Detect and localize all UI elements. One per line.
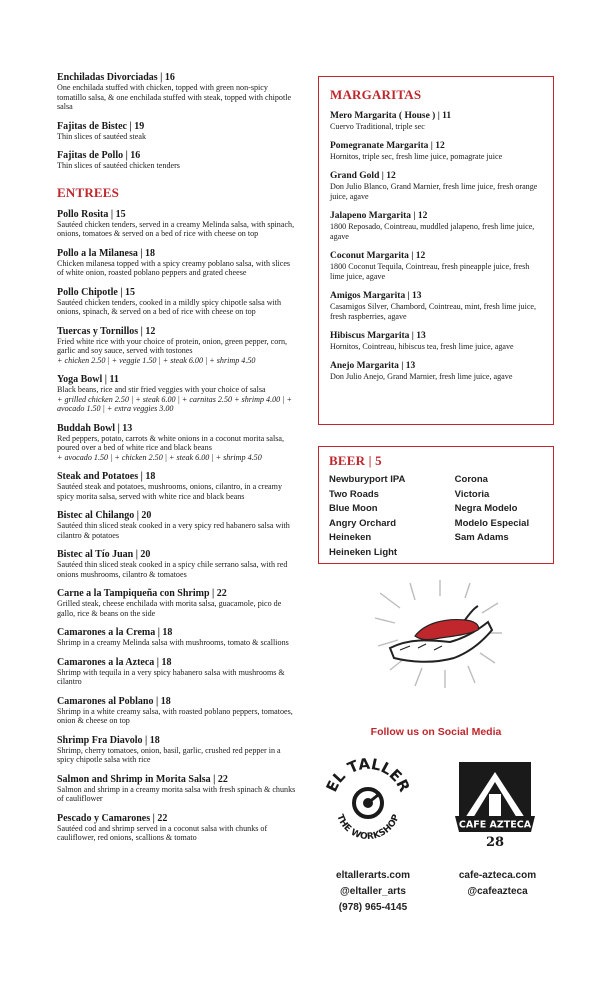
margarita-item-name: Amigos Margarita | 13 <box>330 291 422 301</box>
menu-item-description: Thin slices of sautéed chicken tenders <box>57 161 180 170</box>
entree-item <box>57 657 297 687</box>
margarita-item-description: Hornitos, triple sec, fresh lime juice, pomagrate juice <box>330 152 503 161</box>
entree-item <box>57 813 297 843</box>
entree-item <box>57 627 297 648</box>
entree-item-description: Grilled steak, cheese enchilada with morita salsa, guacamole, pico de gallo, rice & beans on the side <box>57 599 282 618</box>
entree-item-description: Salmon and shrimp in a creamy morita salsa with fresh spinach & chunks of cauliflower <box>57 784 296 803</box>
beer-item: Corona <box>454 474 488 485</box>
entree-item-description: Sautéed steak and potatoes, mushrooms, onions, cilantro, in a creamy spicy morita salsa, served with white rice and black beans <box>57 482 282 501</box>
entree-item-name: Tuercas y Tornillos | 12 <box>57 325 156 337</box>
entree-item-description: Shrimp with tequila in a very spicy habanero salsa with mushrooms & cilantro <box>57 667 285 686</box>
margarita-item-description: Casamigos Silver, Chambord, Cointreau, mint, fresh lime juice, fresh raspberries, agave <box>330 302 537 321</box>
menu-item-description: Thin slices of sautéed steak <box>57 131 147 141</box>
el-taller-contact <box>318 868 428 916</box>
cafe-azteca-logo <box>455 760 535 850</box>
entree-item-description: Chicken milanesa topped with a spicy creamy poblano salsa, with slices of white onion, roasted poblano peppers and grated cheese <box>57 258 291 277</box>
entree-item-name: Bistec al Chilango | 20 <box>57 510 152 521</box>
margarita-list <box>330 111 542 382</box>
entree-item-description: Sautéed chicken tenders, served in a creamy Melinda salsa, with spinach, onions, tomatoes & served on a bed of rice with cheese on top <box>57 219 295 238</box>
margarita-item <box>330 141 542 162</box>
menu-item-description: One enchilada stuffed with chicken, topped with green non-spicy tomatillo salsa, & one enchilada stuffed with steak, topped with chipotle salsa <box>57 83 292 111</box>
cafe-azteca-logo-text: CAFE AZTECA <box>458 819 532 831</box>
beer-item: Heineken Light <box>329 546 398 558</box>
entree-item-name: Pescado y Camarones | 22 <box>57 812 168 824</box>
el-taller-logo <box>320 755 416 851</box>
cafe-azteca-logo-number: 28 <box>485 835 505 850</box>
entree-item-name: Camarones a la Azteca | 18 <box>57 656 172 668</box>
beer-title: BEER | 5 <box>329 453 382 468</box>
entree-item-description: Shrimp, cherry tomatoes, onion, basil, garlic, crushed red pepper in a spicy chipotle salsa with rice <box>57 745 281 764</box>
margarita-item-description: Don Julio Anejo, Grand Marnier, fresh lime juice, agave <box>330 372 513 381</box>
entree-item-addons: + chicken 2.50 | + veggie 1.50 | + steak 6.00 | + shrimp 4.50 <box>57 355 256 365</box>
menu-item-name: Fajitas de Pollo | 16 <box>57 150 141 161</box>
margarita-item <box>330 251 542 282</box>
entree-item-name: Bistec al Tío Juan | 20 <box>57 549 151 560</box>
top-items <box>57 72 297 171</box>
entree-item-name: Pollo Chipotle | 15 <box>57 286 136 298</box>
cafe-azteca-contact <box>445 868 550 900</box>
entree-item-name: Shrimp Fra Diavolo | 18 <box>57 734 160 746</box>
entree-item <box>57 326 297 366</box>
margarita-item-name: Coconut Margarita | 12 <box>330 251 426 261</box>
beer-column-1 <box>329 473 455 560</box>
entree-item-description: Shrimp in a creamy Melinda salsa with mushrooms, tomato & scallions <box>57 638 289 647</box>
entree-item-description: Red peppers, potato, carrots & white onions in a coconut morita salsa, poured over a bed of white rice and black beans <box>57 433 285 452</box>
cafe-azteca-handle[interactable]: @cafeazteca <box>467 886 528 897</box>
margarita-item <box>330 171 542 202</box>
entree-item-name: Buddah Bowl | 13 <box>57 422 133 434</box>
entree-item <box>57 374 297 414</box>
entree-item <box>57 549 297 579</box>
margarita-item-description: 1800 Coconut Tequila, Cointreau, fresh pineapple juice, fresh lime juice, agave <box>330 262 530 281</box>
entree-item <box>57 423 297 463</box>
margarita-item <box>330 361 542 382</box>
el-taller-handle[interactable]: @eltaller_arts <box>340 886 406 897</box>
menu-item <box>57 150 297 171</box>
margarita-item-name: Mero Margarita ( House ) | 11 <box>330 111 452 121</box>
entree-item <box>57 735 297 765</box>
entree-item-name: Pollo a la Milanesa | 18 <box>57 247 156 259</box>
entrees-title: ENTREES <box>57 184 120 200</box>
margaritas-title: MARGARITAS <box>330 87 422 102</box>
entree-item <box>57 510 297 540</box>
entree-item-description: Sautéed thin sliced steak cooked in a very spicy red habanero salsa with cilantro & potatoes <box>57 521 290 540</box>
entree-item-description: Sautéed cod and shrimp served in a coconut salsa with chunks of cauliflower, red onions, scallions & tomato <box>57 823 268 842</box>
entree-item <box>57 774 297 804</box>
beer-columns <box>329 473 543 560</box>
beer-item: Victoria <box>454 488 490 500</box>
margarita-item <box>330 291 542 322</box>
entree-item-name: Camarones al Poblano | 18 <box>57 695 171 707</box>
entree-item <box>57 248 297 278</box>
entree-item-name: Camarones a la Crema | 18 <box>57 627 173 638</box>
beer-box <box>318 446 554 564</box>
margarita-item-description: Hornitos, Cointreau, hibiscus tea, fresh lime juice, agave <box>330 342 514 351</box>
entree-item-description: Shrimp in a white creamy salsa, with roasted poblano peppers, tomatoes, onion & cheese on top <box>57 706 293 725</box>
beer-item: Two Roads <box>329 488 379 500</box>
el-taller-logo-bottom-text: THE WORKSHOP <box>334 813 402 843</box>
margarita-item-description: Cuervo Traditional, triple sec <box>330 122 425 131</box>
margarita-item-description: 1800 Reposado, Cointreau, muddled jalapeno, fresh lime juice, agave <box>330 222 535 241</box>
margarita-item-name: Anejo Margarita | 13 <box>330 361 416 371</box>
entree-item-addons: + grilled chicken 2.50 | + steak 6.00 | + carnitas 2.50 + shrimp 4.00 | + avocado 1.50 | + extra veggies 3.00 <box>57 394 292 413</box>
entree-item-addons: + avocado 1.50 | + chicken 2.50 | + steak 6.00 | + shrimp 4.50 <box>57 452 262 462</box>
entree-item <box>57 588 297 618</box>
menu-item-name: Fajitas de Bistec | 19 <box>57 120 145 132</box>
beer-item: Newburyport IPA <box>329 474 406 485</box>
entree-item-name: Salmon and Shrimp in Morita Salsa | 22 <box>57 773 228 785</box>
beer-item: Heineken <box>329 532 372 543</box>
entree-item-description: Fried white rice with your choice of protein, onion, green pepper, corn, garlic and soy sauce, served with tostones <box>57 336 288 355</box>
left-column <box>57 72 297 852</box>
entree-item-name: Carne a la Tampiqueña con Shrimp | 22 <box>57 588 227 599</box>
beer-item: Blue Moon <box>329 503 378 514</box>
el-taller-logo-top-text: EL TALLER <box>322 755 414 795</box>
margarita-item <box>330 331 542 352</box>
margarita-item-name: Jalapeno Margarita | 12 <box>330 211 428 221</box>
entree-item-name: Yoga Bowl | 11 <box>57 374 119 385</box>
beer-item: Sam Adams <box>454 532 509 543</box>
beer-item: Modelo Especial <box>454 517 530 529</box>
el-taller-phone: (978) 965-4145 <box>338 902 408 913</box>
margarita-item <box>330 211 542 242</box>
entree-item <box>57 209 297 239</box>
entree-item-description: Sautéed thin sliced steak cooked in a spicy chile serrano salsa, with red onions mushrooms, cilantro & tomatoes <box>57 560 288 579</box>
entree-item <box>57 696 297 726</box>
hand-holding-chili-illustration <box>370 578 505 693</box>
menu-item <box>57 72 297 112</box>
margarita-item <box>330 111 542 132</box>
entree-item <box>57 287 297 317</box>
menu-item <box>57 121 297 142</box>
beer-item: Angry Orchard <box>329 517 397 529</box>
cafe-azteca-website-link[interactable]: cafe-azteca.com <box>458 870 537 881</box>
menu-item-name: Enchiladas Divorciadas | 16 <box>57 72 175 83</box>
entree-item-name: Steak and Potatoes | 18 <box>57 471 156 482</box>
entree-list <box>57 209 297 843</box>
beer-column-2 <box>455 473 543 560</box>
follow-social-heading: Follow us on Social Media <box>370 726 502 738</box>
entree-item-name: Pollo Rosita | 15 <box>57 208 126 220</box>
margaritas-box <box>318 76 554 425</box>
margarita-item-name: Pomegranate Margarita | 12 <box>330 141 445 151</box>
entree-item-description: Sautéed chicken tenders, cooked in a mildly spicy chipotle salsa with onions, spinach, & served on a bed of rice with cheese on top <box>57 297 282 316</box>
margarita-item-name: Grand Gold | 12 <box>330 171 396 181</box>
beer-item: Negra Modelo <box>454 503 518 514</box>
margarita-item-description: Don Julio Blanco, Grand Marnier, fresh lime juice, fresh orange juice, agave <box>330 182 538 201</box>
entree-item-description: Black beans, rice and stir fried veggies with your choice of salsa <box>57 385 266 394</box>
el-taller-website-link[interactable]: eltallerarts.com <box>336 870 410 881</box>
margarita-item-name: Hibiscus Margarita | 13 <box>330 331 426 341</box>
entree-item <box>57 471 297 501</box>
